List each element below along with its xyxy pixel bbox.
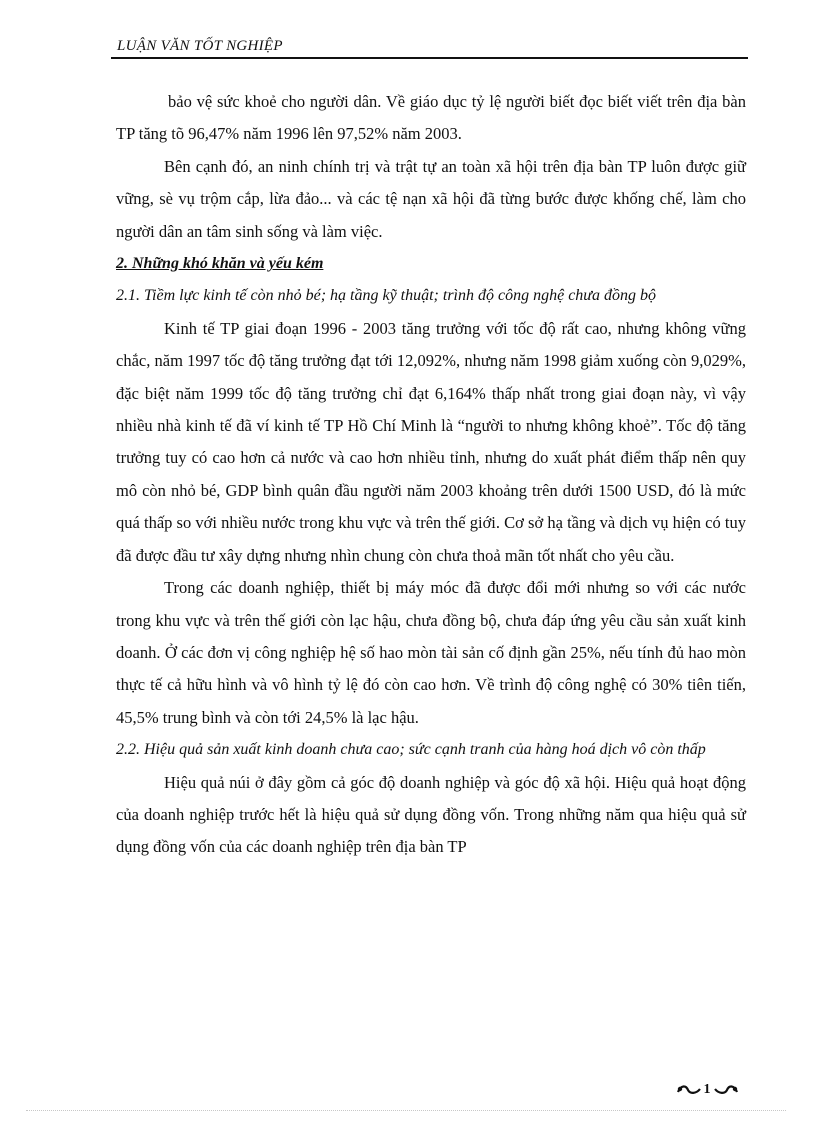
section-heading: 2. Những khó khăn và yếu kém (116, 255, 324, 273)
page-footer (662, 1080, 752, 1100)
scroll-ornament-icon (713, 1083, 739, 1097)
subsection-heading: 2.2. Hiệu quả sản xuất kinh doanh chưa cao; sức cạnh tranh của hàng hoá dịch vô còn thấp (116, 741, 706, 759)
header-rule (111, 57, 748, 59)
paragraph: Trong các doanh nghiệp, thiết bị máy móc đã được đổi mới nhưng so với các nước trong khu vực và trên thế giới còn lạc hậu, chưa đồng bộ, chưa đáp ứng yêu cầu sản xuất kinh doanh. Ở các đơn vị công nghiệp hệ số hao mòn tài sản cố định gần 25%, nếu tính đủ hao mòn thực tế cả hữu hình và vô hình tỷ lệ đó còn cao hơn. Về trình độ công nghệ có 30% tiên tiến, 45,5% trung bình và còn tới 24,5% là lạc hậu. (116, 578, 746, 727)
paragraph: bảo vệ sức khoẻ cho người dân. Về giáo dục tỷ lệ người biết đọc biết viết trên địa bàn TP tăng tõ 96,47% năm 1996 lên 97,52% năm 2003. (116, 92, 746, 144)
page-number: 1 (703, 1082, 711, 1097)
paragraph: Hiệu quả núi ở đây gồm cả góc độ doanh nghiệp và góc độ xã hội. Hiệu quả hoạt động của doanh nghiệp trước hết là hiệu quả sử dụng đồng vốn. Trong những năm qua hiệu quả sử dụng đồng vốn của các doanh nghiệp trên địa bàn TP (116, 772, 746, 857)
paragraph: Bên cạnh đó, an ninh chính trị và trật tự an toàn xã hội trên địa bàn TP luôn được giữ vững, sè vụ trộm cắp, lừa đảo... và các tệ nạn xã hội đã từng bước được khống chế, làm cho người dân an tâm sinh sống và làm việc. (116, 156, 746, 241)
scroll-ornament-icon (676, 1083, 702, 1097)
subsection-heading: 2.1. Tiềm lực kinh tế còn nhỏ bé; hạ tầng kỹ thuật; trình độ công nghệ chưa đồng bộ (116, 287, 657, 305)
document-body (116, 86, 746, 864)
page-header-title: LUẬN VĂN TỐT NGHIỆP (117, 38, 283, 54)
paragraph: Kinh tế TP giai đoạn 1996 - 2003 tăng trưởng với tốc độ rất cao, nhưng không vững chắc, năm 1997 tốc độ tăng trưởng đạt tới 12,092%, nhưng năm 1998 giảm xuống còn 9,029%, đặc biệt năm 1999 tốc độ tăng trưởng chỉ đạt 6,164% thấp nhất trong giai đoạn này, vì vậy nhiều nhà kinh tế đã ví kinh tế TP Hồ Chí Minh là “người to nhưng không khoẻ”. Tốc độ tăng trưởng tuy có cao hơn cả nước và cao hơn nhiều tỉnh, nhưng do xuất phát điểm thấp nên quy mô còn nhỏ bé, GDP bình quân đầu người năm 2003 khoảng trên dưới 1500 USD, đó là mức quá thấp so với nhiều nước trong khu vực và trên thế giới. Cơ sở hạ tầng và dịch vụ hiện có tuy đã được đầu tư xây dựng nhưng nhìn chung còn chưa thoả mãn tốt nhất cho yêu cầu. (116, 318, 746, 565)
footer-divider (26, 1110, 786, 1111)
